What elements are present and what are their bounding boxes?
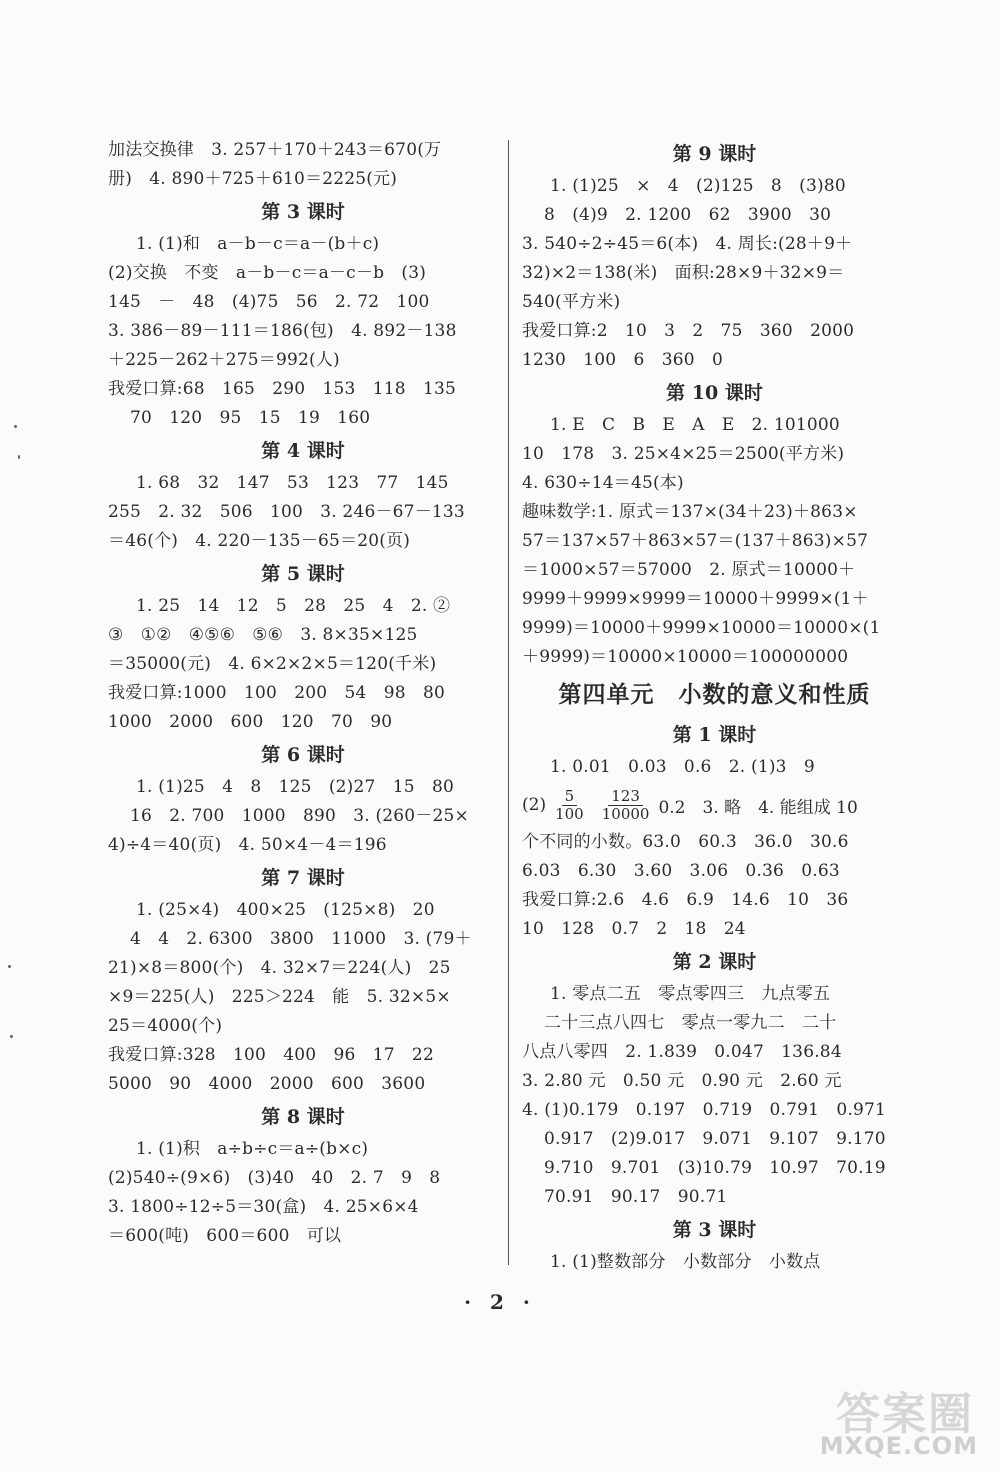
answer-line: 8 (4)9 2. 1200 62 3900 30 — [544, 205, 832, 225]
answer-line: 1. E C B E A E 2. 101000 — [550, 415, 840, 435]
answer-line: 1. 68 32 147 53 123 77 145 — [136, 473, 449, 493]
answer-line: 1. (1)整数部分 小数部分 小数点 — [550, 1252, 821, 1272]
unit-title: 第四单元 小数的意义和性质 — [558, 681, 871, 708]
lesson-heading: 第 6 课时 — [261, 744, 345, 766]
answer-line: 册) 4. 890＋725＋610＝2225(元) — [108, 169, 398, 189]
suffix-text: 0.2 3. 略 4. 能组成 10 — [658, 797, 858, 818]
answer-line: ×9＝225(人) 225＞224 能 5. 32×5× — [108, 987, 451, 1007]
lesson-heading: 第 7 课时 — [261, 867, 345, 889]
watermark-logo: 答案圈 — [836, 1389, 974, 1440]
watermark-site: MXQE.COM — [819, 1432, 978, 1460]
answer-line: 57＝137×57＋863×57＝(137＋863)×57 — [522, 531, 869, 551]
answer-line: 趣味数学:1. 原式＝137×(34＋23)＋863× — [522, 502, 858, 522]
scan-speck — [14, 425, 17, 428]
answer-line: 4)÷4＝40(页) 4. 50×4－4＝196 — [108, 835, 387, 855]
answer-line: 16 2. 700 1000 890 3. (260－25× — [130, 806, 469, 826]
answer-line: 我爱口算:68 165 290 153 118 135 — [108, 379, 456, 399]
answer-line: ＋9999)＝10000×10000＝100000000 — [522, 647, 849, 667]
scan-speck — [10, 1035, 13, 1038]
answer-line: 4. 630÷14＝45(本) — [522, 473, 684, 493]
page-number: · 2 · — [464, 1290, 536, 1314]
answer-line: 八点八零四 2. 1.839 0.047 136.84 — [522, 1042, 842, 1062]
answer-line: 1. (1)25 × 4 (2)125 8 (3)80 — [550, 176, 846, 196]
fraction — [552, 788, 587, 823]
watermark — [800, 1378, 990, 1462]
answer-line: 加法交换律 3. 257＋170＋243＝670(万 — [108, 140, 442, 160]
answer-line: 10 178 3. 25×4×25＝2500(平方米) — [522, 444, 845, 464]
lesson-heading: 第 3 课时 — [261, 201, 345, 223]
scan-speck — [8, 965, 11, 968]
fraction-numerator: 123 — [608, 788, 643, 806]
answer-line: 我爱口算:328 100 400 96 17 22 — [108, 1045, 434, 1065]
answer-line: ③ ①② ④⑤⑥ ⑤⑥ 3. 8×35×125 — [108, 625, 418, 645]
answer-line-fraction — [522, 782, 907, 828]
fraction-numerator: 5 — [562, 788, 578, 806]
fraction — [599, 788, 653, 823]
answer-line: ＝600(吨) 600＝600 可以 — [108, 1226, 342, 1246]
answer-line: 1000 2000 600 120 70 90 — [108, 712, 393, 732]
lesson-heading: 第 4 课时 — [261, 440, 345, 462]
answer-line: 70.91 90.17 90.71 — [544, 1187, 728, 1207]
lesson-heading: 第 2 课时 — [672, 951, 757, 973]
answer-line: 3. 1800÷12÷5＝30(盒) 4. 25×6×4 — [108, 1197, 419, 1217]
answer-line: 10 128 0.7 2 18 24 — [522, 919, 746, 939]
prefix-text: (2) — [522, 795, 547, 815]
answer-line: 3. 2.80 元 0.50 元 0.90 元 2.60 元 — [522, 1071, 842, 1091]
answer-line: 9999)＝10000＋9999×10000＝10000×(1 — [522, 618, 881, 638]
lesson-heading: 第 5 课时 — [261, 563, 345, 585]
answer-line: 个不同的小数。63.0 60.3 36.0 30.6 — [522, 832, 849, 852]
answer-line: 4. (1)0.179 0.197 0.719 0.791 0.971 — [522, 1100, 887, 1120]
column-divider — [508, 140, 509, 1265]
answer-line: 我爱口算:1000 100 200 54 98 80 — [108, 683, 445, 703]
lesson-heading: 第 3 课时 — [672, 1219, 757, 1241]
left-column — [108, 136, 498, 1251]
answer-line: 1. (1)积 a÷b÷c＝a÷(b×c) — [136, 1139, 369, 1159]
answer-line: 6.03 6.30 3.60 3.06 0.36 0.63 — [522, 861, 840, 881]
fraction-denominator: 100 — [555, 804, 584, 823]
answer-line: 3. 540÷2÷45＝6(本) 4. 周长:(28＋9＋ — [522, 234, 853, 254]
fraction-denominator: 10000 — [601, 804, 650, 823]
answer-line: 0.917 (2)9.017 9.071 9.107 9.170 — [544, 1129, 886, 1149]
lesson-heading: 第 9 课时 — [672, 143, 757, 165]
answer-line: 1. 25 14 12 5 28 25 4 2. ② — [136, 596, 451, 616]
answer-line: 1230 100 6 360 0 — [522, 350, 723, 370]
lesson-heading: 第 10 课时 — [666, 382, 763, 404]
answer-line: 32)×2＝138(米) 面积:28×9＋32×9＝ — [522, 263, 845, 283]
answer-line: ＋225－262＋275＝992(人) — [108, 350, 340, 370]
lesson-heading: 第 1 课时 — [672, 724, 757, 746]
lesson-heading: 第 8 课时 — [261, 1106, 345, 1128]
answer-line: 21)×8＝800(个) 4. 32×7＝224(人) 25 — [108, 958, 451, 978]
answer-line: 1. 0.01 0.03 0.6 2. (1)3 9 — [550, 757, 815, 777]
answer-line: (2)540÷(9×6) (3)40 40 2. 7 9 8 — [108, 1168, 441, 1188]
right-column — [522, 136, 907, 1277]
answer-line: ＝35000(元) 4. 6×2×2×5＝120(千米) — [108, 654, 437, 674]
answer-line: 25＝4000(个) — [108, 1016, 223, 1036]
answer-line: 70 120 95 15 19 160 — [130, 408, 371, 428]
answer-line: 540(平方米) — [522, 292, 621, 312]
answer-line: ＝1000×57＝57000 2. 原式＝10000＋ — [522, 560, 856, 580]
answer-line: 3. 386－89－111＝186(包) 4. 892－138 — [108, 321, 457, 341]
answer-line: 4 4 2. 6300 3800 11000 3. (79＋ — [130, 929, 472, 949]
answer-line: 二十三点八四七 零点一零九二 二十 — [544, 1013, 837, 1033]
answer-line: 9.710 9.701 (3)10.79 10.97 70.19 — [544, 1158, 886, 1178]
answer-line: 9999＋9999×9999＝10000＋9999×(1＋ — [522, 589, 869, 609]
answer-line: 我爱口算:2 10 3 2 75 360 2000 — [522, 321, 855, 341]
answer-line: ＝46(个) 4. 220－135－65＝20(页) — [108, 531, 411, 551]
answer-line: 1. (1)和 a－b－c＝a－(b＋c) — [136, 234, 380, 254]
answer-line: 255 2. 32 506 100 3. 246－67－133 — [108, 502, 465, 522]
answer-line: 5000 90 4000 2000 600 3600 — [108, 1074, 426, 1094]
answer-line: 1. (25×4) 400×25 (125×8) 20 — [136, 900, 435, 920]
answer-line: (2)交换 不变 a－b－c＝a－c－b (3) — [108, 263, 427, 283]
answer-line: 145 － 48 (4)75 56 2. 72 100 — [108, 292, 430, 312]
answer-line: 1. (1)25 4 8 125 (2)27 15 80 — [136, 777, 454, 797]
answer-line: 我爱口算:2.6 4.6 6.9 14.6 10 36 — [522, 890, 849, 910]
answer-line: 1. 零点二五 零点零四三 九点零五 — [550, 984, 831, 1004]
scan-speck — [18, 455, 20, 459]
